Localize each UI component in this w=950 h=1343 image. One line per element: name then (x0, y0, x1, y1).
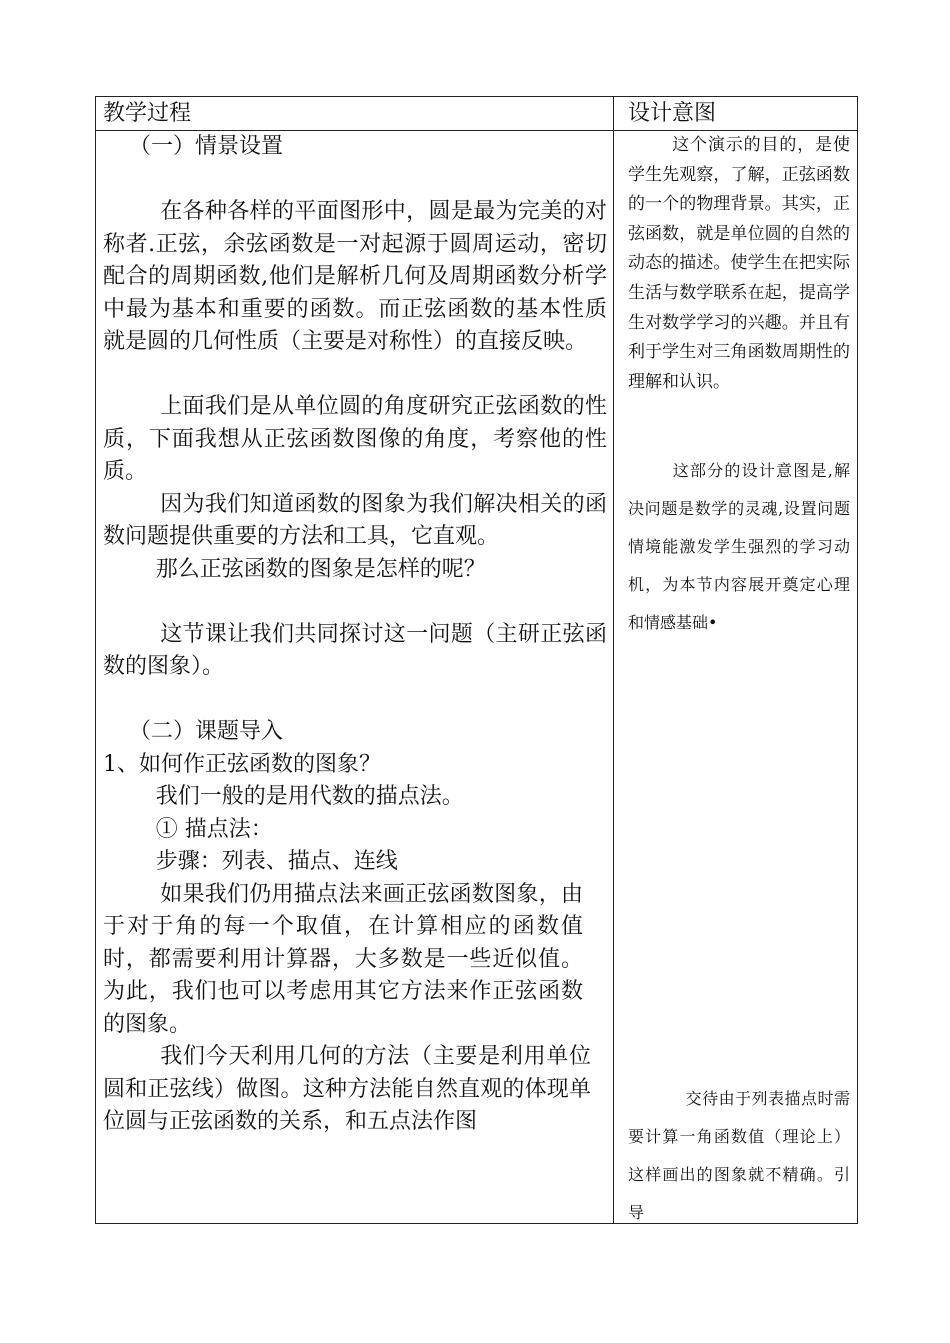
teaching-process-column (103, 131, 607, 1224)
paragraph-graph-tool: 因为我们知道函数的图象为我们解决相关的函数问题提供重要的方法和工具，它直观。 (103, 491, 607, 549)
paragraph-question: 那么正弦函数的图象是怎样的呢？ (155, 556, 486, 582)
intent-point-method-note: 交待由于列表描点时需要计算一角函数值（理论上）这样画出的图象就不精确。引导 (628, 1089, 850, 1222)
intent-demo-purpose: 这个演示的目的，是使学生先观察，了解，正弦函数的一个的物理背景。其实，正弦函数，就是单位圆的自然的动态的描述。使学生在把实际生活与数学联系在起，提高学生对数学学习的兴趣。并且有利于学生对三角函数周期性的理解和认识。 (628, 135, 850, 392)
paragraph-perspective: 上面我们是从单位圆的角度研究正弦函数的性质，下面我想从正弦函数图像的角度，考察他的性质。 (103, 394, 607, 484)
paragraph-geometric-method: 我们今天利用几何的方法（主要是利用单位圆和正弦线）做图。这种方法能自然直观的体现单位圆与正弦函数的关系，和五点法作图 (103, 1044, 591, 1134)
paragraph-algebraic-method: 我们一般的是用代数的描点法。 (155, 784, 464, 809)
question-how-to-draw: 1、如何作正弦函数的图象？ (103, 751, 381, 777)
section-title-scenario: （一）情景设置 (129, 134, 284, 159)
intent-problem-situation: 这部分的设计意图是,解决问题是数学的灵魂,设置问题情境能激发学生强烈的学习动机，为本节内容展开奠定心理和情感基础• (628, 461, 850, 632)
paragraph-explore: 这节课让我们共同探讨这一问题（主研正弦函数的图象）。 (103, 621, 607, 679)
section-title-introduction: （二）课题导入 (129, 719, 284, 744)
header-design-intent: 设计意图 (628, 101, 717, 126)
paragraph-intro: 在各种各样的平面图形中，圆是最为完美的对称者.正弦，余弦函数是一对起源于圆周运动，密切配合的周期函数,他们是解析几何及周期函数分析学中最为基本和重要的函数。而正弦函数的基本性质就是圆的几何性质（主要是对称性）的直接反映。 (103, 199, 607, 354)
paragraph-point-method: ① 描点法： (155, 816, 273, 842)
column-divider (613, 96, 614, 1224)
design-intent-column (628, 131, 850, 397)
header-teaching-process: 教学过程 (103, 101, 192, 126)
paragraph-calculator: 如果我们仍用描点法来画正弦函数图象，由于对于角的每一个取值，在计算相应的函数值时，都需要利用计算器，大多数是一些近似值。为此，我们也可以考虑用其它方法来作正弦函数的图象。 (103, 881, 583, 1037)
paragraph-steps: 步骤：列表、描点、连线 (155, 849, 398, 874)
